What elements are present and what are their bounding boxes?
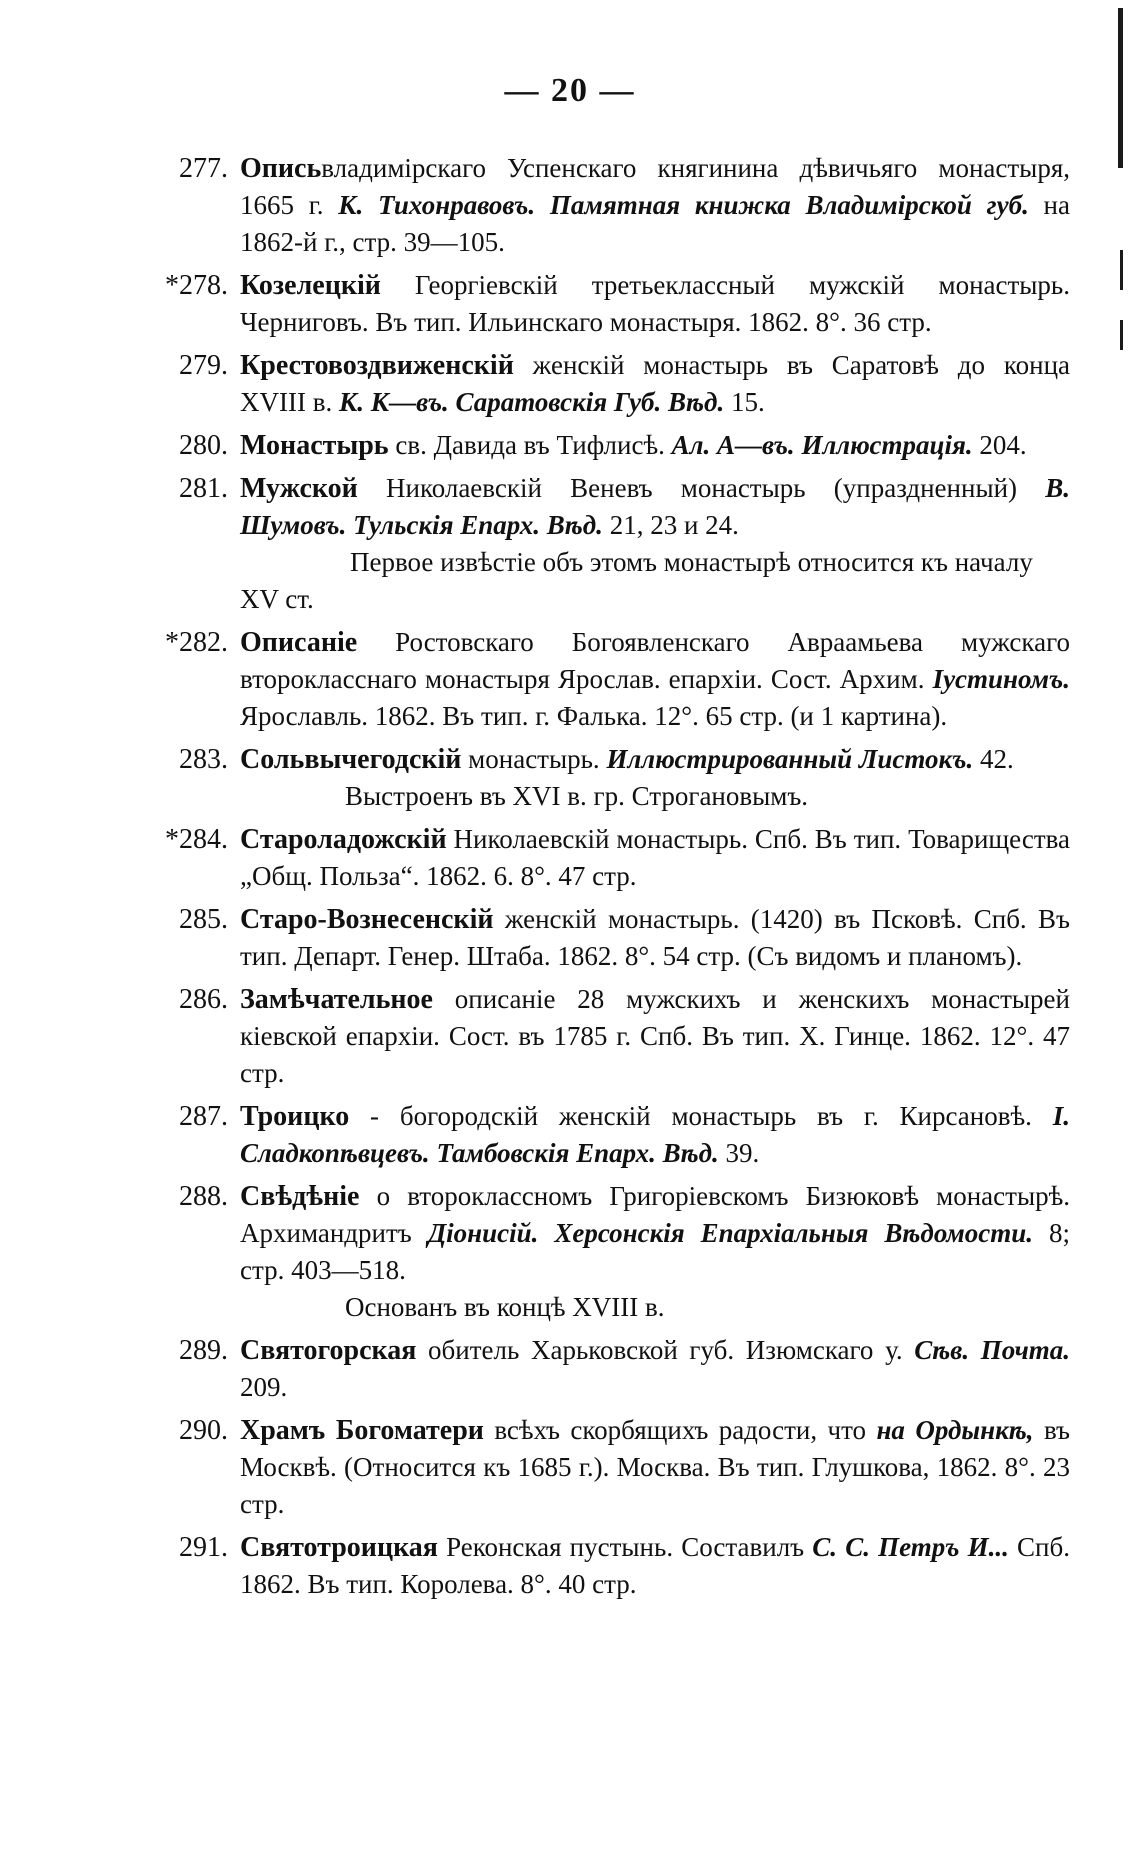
entry-text xyxy=(240,150,1070,261)
entry-tail: 204. xyxy=(972,430,1027,460)
entry-title: Крестовоздвиженскiй xyxy=(240,350,514,381)
entry-number: 291. xyxy=(179,1532,228,1563)
entry-title: Мужской xyxy=(240,473,358,504)
entry-tail: 8; стр. 403—518. xyxy=(240,1218,1070,1285)
bibliography-entry xyxy=(0,741,1140,815)
entry-body: Георгiевскiй третьеклассный мужскiй монастырь. Черниговъ. Въ тип. Ильинскаго монастыря. 1862. 8°. 36 стр. xyxy=(240,270,1070,337)
entry-body: Ростовскаго Богоявленскаго Авраамьева мужскаго второкласснаго монастыря Ярослав. епархiи. Сост. Архим. xyxy=(240,627,1070,694)
entry-tail: въ Москвѣ. (Относится къ 1685 г.). Москва. Въ тип. Глушкова, 1862. 8°. 23 стр. xyxy=(240,1415,1070,1519)
entry-title: Сольвычегодскiй xyxy=(240,744,462,775)
entry-body: о второклассномъ Григорiевскомъ Бизюковѣ монастырѣ. Архимандритъ xyxy=(240,1181,1070,1248)
entry-text xyxy=(240,470,1070,544)
entry-number: *278. xyxy=(165,270,228,301)
entry-note: Первое извѣстiе объ этомъ монастырѣ относится къ началу XV ст. xyxy=(240,547,1033,614)
entry-title: Староладожскiй xyxy=(240,824,447,855)
entry-number: 285. xyxy=(179,904,228,935)
entry-author: Iустиномъ. xyxy=(932,664,1070,694)
entry-title: Замѣчательное xyxy=(240,984,433,1015)
entry-number: *282. xyxy=(165,627,228,658)
entry-title: Описанiе xyxy=(240,627,358,658)
entry-tail: Спб. 1862. Въ тип. Королева. 8°. 40 стр. xyxy=(240,1532,1070,1599)
entry-source: Иллюстрацiя. xyxy=(794,430,973,460)
entry-number: 277. xyxy=(179,153,228,184)
entry-source: на Ордынкѣ, xyxy=(876,1415,1034,1445)
entry-tail: 42. xyxy=(973,744,1014,774)
entry-author: В. Шумовъ. xyxy=(240,473,1070,540)
entry-tail: 209. xyxy=(240,1372,288,1402)
entry-title: Троицко xyxy=(240,1101,350,1132)
entry-number: 280. xyxy=(179,430,228,461)
entry-source: Сѣв. Почта. xyxy=(914,1335,1070,1365)
entry-title: Святотроицкая xyxy=(240,1532,438,1563)
entry-text xyxy=(240,901,1070,975)
entry-title: Монастырь xyxy=(240,430,389,461)
entry-body: монастырь. xyxy=(461,744,607,774)
entry-author: I. Сладкопѣвцевъ. xyxy=(240,1101,1070,1168)
entry-tail: на 1862-й г., стр. 39—105. xyxy=(240,190,1070,257)
entry-body: - богородскiй женскiй монастырь въ г. Кирсановѣ. xyxy=(349,1101,1053,1131)
entry-title: Старо-Вознесенскiй xyxy=(240,904,494,935)
entry-number: 290. xyxy=(179,1415,228,1446)
bibliography-entry xyxy=(0,427,1140,464)
bibliography-entry xyxy=(0,267,1140,341)
entry-note: Выстроенъ въ XVI в. гр. Строгановымъ. xyxy=(345,781,809,811)
entry-body: владимiрскаго Успенскаго княгинина дѣвичьяго монастыря, 1665 г. xyxy=(240,153,1070,220)
entry-title: Храмъ Богоматери xyxy=(240,1415,484,1446)
entry-number: 289. xyxy=(179,1335,228,1366)
entry-tail: 39. xyxy=(718,1138,760,1168)
entry-text xyxy=(240,347,1070,421)
entry-text xyxy=(240,981,1070,1092)
entry-tail: 15. xyxy=(724,387,765,417)
entry-body: женскiй монастырь. (1420) въ Псковѣ. Спб. Въ тип. Департ. Генер. Штаба. 1862. 8°. 54 стр. (Съ видомъ и планомъ). xyxy=(240,904,1070,971)
entry-number: 283. xyxy=(179,744,228,775)
entry-number: 286. xyxy=(179,984,228,1015)
entry-source: Тамбовскiя Епарх. Вѣд. xyxy=(429,1138,719,1168)
entry-author: К. К—въ. xyxy=(338,387,449,417)
entry-text xyxy=(240,267,1070,341)
bibliography-entry xyxy=(0,821,1140,895)
bibliography-entry xyxy=(0,150,1140,261)
bibliography-entry xyxy=(0,1098,1140,1172)
entry-number: 281. xyxy=(179,473,228,504)
entry-number: 288. xyxy=(179,1181,228,1212)
entry-author: К. Тихонравовъ. xyxy=(338,190,536,220)
entry-author: Ал. А—въ. xyxy=(671,430,795,460)
entry-source: Иллюстрированный Листокъ. xyxy=(606,744,974,774)
bibliography-entry xyxy=(0,624,1140,735)
bibliography-list xyxy=(0,150,1140,1609)
entry-text xyxy=(240,427,1070,464)
entry-title: Опись xyxy=(240,153,322,184)
page-number: — 20 — xyxy=(504,72,636,109)
entry-title: Козелецкiй xyxy=(240,270,381,301)
entry-number: 287. xyxy=(179,1101,228,1132)
entry-text xyxy=(240,821,1070,895)
entry-source: Тульскiя Епарх. Вѣд. xyxy=(346,510,603,540)
entry-tail: Ярославль. 1862. Въ тип. г. Фалька. 12°. 65 стр. (и 1 картина). xyxy=(240,701,948,731)
entry-title: Свѣдѣнiе xyxy=(240,1181,360,1212)
entry-author: Дiонисiй. xyxy=(427,1218,539,1248)
entry-number: 279. xyxy=(179,350,228,381)
entry-number: *284. xyxy=(165,824,228,855)
bibliography-entry xyxy=(0,1332,1140,1406)
entry-text xyxy=(240,741,1070,778)
entry-note: Основанъ въ концѣ XVIII в. xyxy=(345,1292,665,1322)
entry-body: Николаевскiй Веневъ монастырь (упраздненный) xyxy=(357,473,1046,503)
entry-author: С. С. Петръ И... xyxy=(812,1532,1009,1562)
entry-body: всѣхъ скорбящихъ радости, что xyxy=(483,1415,877,1445)
bibliography-entry xyxy=(0,1178,1140,1326)
entry-text xyxy=(240,1332,1070,1406)
entry-text xyxy=(240,1412,1070,1523)
entry-body: обитель Харьковской губ. Изюмскаго у. xyxy=(416,1335,915,1365)
entry-source: Памятная книжка Владимiрской губ. xyxy=(535,190,1029,220)
bibliography-entry xyxy=(0,981,1140,1092)
entry-text xyxy=(240,1178,1070,1289)
entry-body: женскiй монастырь въ Саратовѣ до конца XVIII в. xyxy=(240,350,1070,417)
entry-body: описанiе 28 мужскихъ и женскихъ монастырей кiевской епархiи. Сост. въ 1785 г. Спб. Въ тип. Х. Гинце. 1862. 12°. 47 стр. xyxy=(240,984,1070,1088)
bibliography-entry xyxy=(0,470,1140,618)
bibliography-entry xyxy=(0,1529,1140,1603)
entry-title: Святогорская xyxy=(240,1335,417,1366)
entry-body: Реконская пустынь. Составилъ xyxy=(437,1532,813,1562)
bibliography-entry xyxy=(0,901,1140,975)
entry-source: Саратовскiя Губ. Вѣд. xyxy=(448,387,725,417)
bibliography-entry xyxy=(0,347,1140,421)
entry-text xyxy=(240,1098,1070,1172)
entry-body: Николаевскiй монастырь. Спб. Въ тип. Товарищества „Общ. Польза“. 1862. 6. 8°. 47 стр. xyxy=(240,824,1070,891)
entry-text xyxy=(240,624,1070,735)
entry-text xyxy=(240,1529,1070,1603)
entry-source: Херсонскiя Епархiальныя Вѣдомости. xyxy=(538,1218,1034,1248)
entry-body: св. Давида въ Тифлисѣ. xyxy=(388,430,672,460)
bibliography-entry xyxy=(0,1412,1140,1523)
entry-tail: 21, 23 и 24. xyxy=(602,510,739,540)
